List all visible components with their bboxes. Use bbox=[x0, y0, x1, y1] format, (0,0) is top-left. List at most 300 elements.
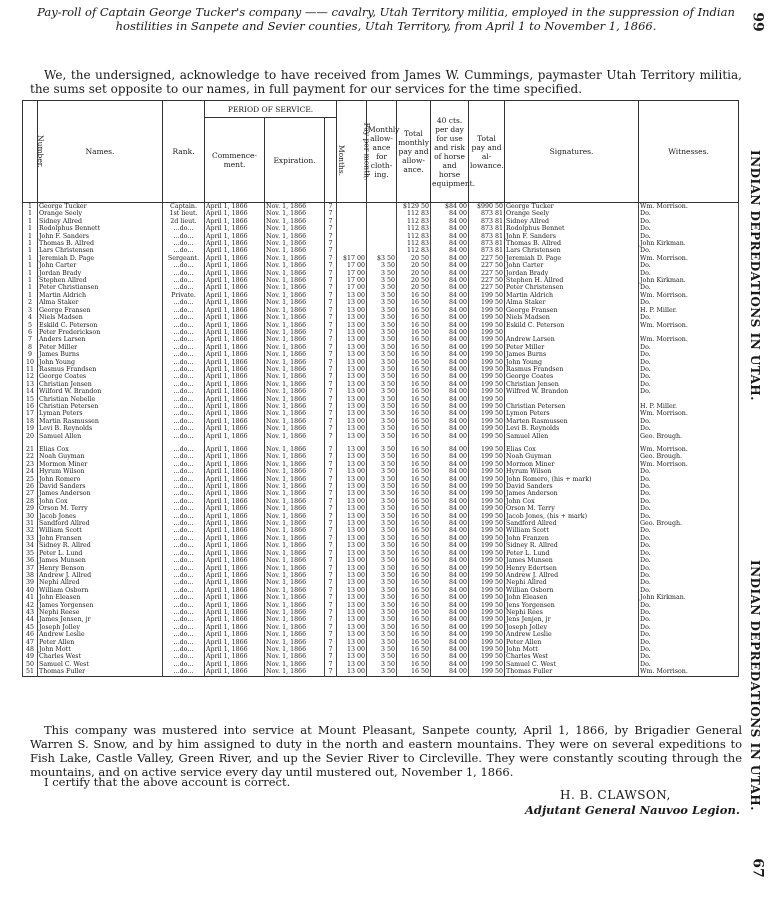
row-signature: Niels Madsen bbox=[505, 314, 639, 321]
col-total-pay: Total pay and al-lowance. bbox=[469, 101, 505, 203]
row-pay-month: 17 00 bbox=[337, 262, 367, 269]
row-total-pay: 199 50 bbox=[469, 366, 505, 373]
row-number: 17 bbox=[23, 410, 38, 417]
row-signature: Marten Rasmussen bbox=[505, 418, 639, 425]
row-expiration: Nov. 1, 1866 bbox=[265, 381, 325, 388]
row-horse: 84 00 bbox=[431, 433, 469, 440]
table-row bbox=[23, 557, 739, 564]
row-horse: 84 00 bbox=[431, 388, 469, 395]
row-name: John Eleasen bbox=[38, 594, 163, 601]
row-signature: Nephi Allred bbox=[505, 579, 639, 586]
row-total-monthly: 16 50 bbox=[397, 483, 431, 490]
row-number: 40 bbox=[23, 587, 38, 594]
row-months: 7 bbox=[325, 240, 337, 247]
row-expiration: Nov. 1, 1866 bbox=[265, 535, 325, 542]
row-clothing bbox=[367, 210, 397, 217]
table-row bbox=[23, 344, 739, 351]
row-name: Peter Christiansen bbox=[38, 284, 163, 291]
row-total-pay: 199 50 bbox=[469, 483, 505, 490]
row-signature: Jens Yorgensen bbox=[505, 602, 639, 609]
row-total-monthly: 16 50 bbox=[397, 602, 431, 609]
row-months: 7 bbox=[325, 233, 337, 240]
row-expiration: Nov. 1, 1866 bbox=[265, 653, 325, 660]
row-name: Lars Christensen bbox=[38, 247, 163, 254]
row-clothing: 3 50 bbox=[367, 381, 397, 388]
row-rank: ...do... bbox=[163, 396, 205, 403]
row-name: Christian Petersen bbox=[38, 403, 163, 410]
row-witness: Geo. Brough. bbox=[639, 520, 739, 527]
row-number: 1 bbox=[23, 210, 38, 217]
row-total-pay: 873 81 bbox=[469, 210, 505, 217]
row-witness: Do. bbox=[639, 653, 739, 660]
certification: I certify that the above account is correct. bbox=[44, 775, 291, 789]
row-total-monthly: 16 50 bbox=[397, 572, 431, 579]
row-name: Andrew J. Allred bbox=[38, 572, 163, 579]
row-name: Orange Seely bbox=[38, 210, 163, 217]
row-rank: ...do... bbox=[163, 653, 205, 660]
row-months: 7 bbox=[325, 557, 337, 564]
row-months: 7 bbox=[325, 550, 337, 557]
row-number: 51 bbox=[23, 668, 38, 676]
row-commencement: April 1, 1866 bbox=[205, 639, 265, 646]
row-commencement: April 1, 1866 bbox=[205, 587, 265, 594]
row-pay-month: 13 00 bbox=[337, 639, 367, 646]
row-commencement: April 1, 1866 bbox=[205, 425, 265, 432]
row-total-pay: 873 81 bbox=[469, 225, 505, 232]
row-expiration: Nov. 1, 1866 bbox=[265, 410, 325, 417]
row-commencement: April 1, 1866 bbox=[205, 381, 265, 388]
row-pay-month: 13 00 bbox=[337, 373, 367, 380]
row-horse: 84 00 bbox=[431, 520, 469, 527]
row-months: 7 bbox=[325, 483, 337, 490]
row-commencement: April 1, 1866 bbox=[205, 513, 265, 520]
row-pay-month: 13 00 bbox=[337, 513, 367, 520]
row-rank: ...do... bbox=[163, 351, 205, 358]
row-witness: Do. bbox=[639, 490, 739, 497]
row-pay-month: 13 00 bbox=[337, 344, 367, 351]
row-witness: Do. bbox=[639, 587, 739, 594]
row-total-monthly: 16 50 bbox=[397, 351, 431, 358]
row-commencement: April 1, 1866 bbox=[205, 277, 265, 284]
row-expiration: Nov. 1, 1866 bbox=[265, 572, 325, 579]
table-row bbox=[23, 314, 739, 321]
row-horse: 84 00 bbox=[431, 535, 469, 542]
row-witness: Do. bbox=[639, 225, 739, 232]
row-clothing: 3 50 bbox=[367, 602, 397, 609]
row-total-pay: 199 50 bbox=[469, 639, 505, 646]
row-months: 7 bbox=[325, 639, 337, 646]
row-number: 23 bbox=[23, 461, 38, 468]
row-signature: Samuel C. West bbox=[505, 661, 639, 668]
row-total-monthly: 16 50 bbox=[397, 314, 431, 321]
row-months: 7 bbox=[325, 218, 337, 225]
row-number: 43 bbox=[23, 609, 38, 616]
row-name: Jordan Brady bbox=[38, 270, 163, 277]
row-pay-month: 13 00 bbox=[337, 505, 367, 512]
row-months: 7 bbox=[325, 631, 337, 638]
row-witness: Do. bbox=[639, 344, 739, 351]
table-row bbox=[23, 210, 739, 217]
row-pay-month: 13 00 bbox=[337, 461, 367, 468]
row-signature: Willian Osborn bbox=[505, 587, 639, 594]
row-signature bbox=[505, 396, 639, 403]
row-clothing: 3 50 bbox=[367, 490, 397, 497]
row-commencement: April 1, 1866 bbox=[205, 359, 265, 366]
row-name: David Sanders bbox=[38, 483, 163, 490]
row-name: John Carter bbox=[38, 262, 163, 269]
row-total-pay: 199 50 bbox=[469, 661, 505, 668]
row-number: 12 bbox=[23, 373, 38, 380]
row-expiration: Nov. 1, 1866 bbox=[265, 490, 325, 497]
row-total-monthly: 16 50 bbox=[397, 646, 431, 653]
row-expiration: Nov. 1, 1866 bbox=[265, 520, 325, 527]
row-horse: 84 00 bbox=[431, 225, 469, 232]
row-horse: 84 00 bbox=[431, 233, 469, 240]
row-horse: 84 00 bbox=[431, 410, 469, 417]
row-signature: Samuel Allen bbox=[505, 433, 639, 440]
row-pay-month: 13 00 bbox=[337, 329, 367, 336]
row-horse: 84 00 bbox=[431, 351, 469, 358]
table-row bbox=[23, 542, 739, 549]
row-total-pay: 199 50 bbox=[469, 498, 505, 505]
row-total-monthly: 16 50 bbox=[397, 307, 431, 314]
row-clothing: 3 50 bbox=[367, 299, 397, 306]
row-expiration: Nov. 1, 1866 bbox=[265, 476, 325, 483]
row-name: Thomas Fuller bbox=[38, 668, 163, 676]
table-row bbox=[23, 490, 739, 497]
row-witness: Do. bbox=[639, 381, 739, 388]
row-horse: 84 00 bbox=[431, 329, 469, 336]
row-signature: Andrew Leslie bbox=[505, 631, 639, 638]
table-row bbox=[23, 468, 739, 475]
row-horse: 84 00 bbox=[431, 587, 469, 594]
row-rank: ...do... bbox=[163, 366, 205, 373]
row-number: 25 bbox=[23, 476, 38, 483]
row-horse: 84 00 bbox=[431, 366, 469, 373]
pay-roll-table bbox=[22, 100, 739, 677]
row-months: 7 bbox=[325, 270, 337, 277]
row-commencement: April 1, 1866 bbox=[205, 433, 265, 440]
row-pay-month: 13 00 bbox=[337, 336, 367, 343]
row-rank: ...do... bbox=[163, 639, 205, 646]
row-clothing: 3 50 bbox=[367, 550, 397, 557]
row-name: James Burns bbox=[38, 351, 163, 358]
row-horse: $84 00 bbox=[431, 203, 469, 211]
row-total-monthly: 16 50 bbox=[397, 616, 431, 623]
row-commencement: April 1, 1866 bbox=[205, 646, 265, 653]
row-rank: ...do... bbox=[163, 587, 205, 594]
row-signature: Sidney R. Allred bbox=[505, 542, 639, 549]
row-total-monthly: 16 50 bbox=[397, 359, 431, 366]
row-months: 7 bbox=[325, 579, 337, 586]
row-pay-month: 13 00 bbox=[337, 476, 367, 483]
row-clothing: 3 50 bbox=[367, 410, 397, 417]
row-total-pay: 199 50 bbox=[469, 653, 505, 660]
table-row bbox=[23, 639, 739, 646]
row-expiration: Nov. 1, 1866 bbox=[265, 624, 325, 631]
row-total-pay: 199 50 bbox=[469, 542, 505, 549]
row-rank: ...do... bbox=[163, 410, 205, 417]
row-months: 7 bbox=[325, 373, 337, 380]
row-rank: ...do... bbox=[163, 446, 205, 453]
row-total-monthly: 16 50 bbox=[397, 594, 431, 601]
table-row bbox=[23, 359, 739, 366]
row-pay-month bbox=[337, 218, 367, 225]
table-row bbox=[23, 218, 739, 225]
row-number: 10 bbox=[23, 359, 38, 366]
row-rank: ...do... bbox=[163, 233, 205, 240]
row-total-pay: 227 50 bbox=[469, 284, 505, 291]
row-horse: 84 00 bbox=[431, 373, 469, 380]
row-signature: Thomas B. Allred bbox=[505, 240, 639, 247]
row-clothing bbox=[367, 247, 397, 254]
row-pay-month: 13 00 bbox=[337, 587, 367, 594]
row-horse: 84 00 bbox=[431, 210, 469, 217]
row-total-pay: 199 50 bbox=[469, 359, 505, 366]
row-number: 5 bbox=[23, 322, 38, 329]
row-name: Eskild C. Peterson bbox=[38, 322, 163, 329]
row-commencement: April 1, 1866 bbox=[205, 653, 265, 660]
row-total-pay: 199 50 bbox=[469, 624, 505, 631]
row-signature: Christian Jensen bbox=[505, 381, 639, 388]
row-name: Rasmus Frandsen bbox=[38, 366, 163, 373]
row-pay-month: 13 00 bbox=[337, 624, 367, 631]
row-signature: William Scott bbox=[505, 527, 639, 534]
row-commencement: April 1, 1866 bbox=[205, 218, 265, 225]
row-name: Hyrum Wilson bbox=[38, 468, 163, 475]
table-row bbox=[23, 410, 739, 417]
row-horse: 84 00 bbox=[431, 476, 469, 483]
row-clothing: 3 50 bbox=[367, 594, 397, 601]
table-row bbox=[23, 513, 739, 520]
row-months: 7 bbox=[325, 602, 337, 609]
row-pay-month: 13 00 bbox=[337, 453, 367, 460]
table-row bbox=[23, 668, 739, 676]
col-names: Names. bbox=[38, 101, 163, 203]
row-total-monthly: 16 50 bbox=[397, 550, 431, 557]
row-rank: ...do... bbox=[163, 668, 205, 676]
row-clothing: 3 50 bbox=[367, 513, 397, 520]
row-commencement: April 1, 1866 bbox=[205, 565, 265, 572]
table-row bbox=[23, 270, 739, 277]
row-clothing bbox=[367, 225, 397, 232]
signature-name: H. B. CLAWSON, bbox=[560, 788, 671, 802]
row-witness: Do. bbox=[639, 565, 739, 572]
row-horse: 84 00 bbox=[431, 602, 469, 609]
row-witness: John Kirkman. bbox=[639, 594, 739, 601]
row-horse: 84 00 bbox=[431, 639, 469, 646]
row-total-pay: 873 81 bbox=[469, 218, 505, 225]
row-total-monthly: 16 50 bbox=[397, 661, 431, 668]
row-pay-month: 13 00 bbox=[337, 299, 367, 306]
row-total-monthly: 16 50 bbox=[397, 396, 431, 403]
table-row bbox=[23, 646, 739, 653]
row-months: 7 bbox=[325, 344, 337, 351]
row-witness: Do. bbox=[639, 527, 739, 534]
row-commencement: April 1, 1866 bbox=[205, 602, 265, 609]
row-rank: ...do... bbox=[163, 565, 205, 572]
row-number: 21 bbox=[23, 446, 38, 453]
row-expiration: Nov. 1, 1866 bbox=[265, 579, 325, 586]
row-signature: Orange Seely bbox=[505, 210, 639, 217]
table-row bbox=[23, 602, 739, 609]
row-clothing: 3 50 bbox=[367, 366, 397, 373]
row-witness: Wm. Morrison. bbox=[639, 203, 739, 211]
row-pay-month: 13 00 bbox=[337, 381, 367, 388]
row-number: 30 bbox=[23, 513, 38, 520]
row-commencement: April 1, 1866 bbox=[205, 203, 265, 211]
row-horse: 84 00 bbox=[431, 277, 469, 284]
row-number: 2 bbox=[23, 299, 38, 306]
row-clothing: 3 50 bbox=[367, 329, 397, 336]
row-signature: Martin Aldrich bbox=[505, 292, 639, 299]
row-number: 33 bbox=[23, 535, 38, 542]
row-expiration: Nov. 1, 1866 bbox=[265, 483, 325, 490]
row-pay-month: 13 00 bbox=[337, 668, 367, 676]
row-total-pay: 227 50 bbox=[469, 255, 505, 262]
row-commencement: April 1, 1866 bbox=[205, 373, 265, 380]
row-rank: ...do... bbox=[163, 527, 205, 534]
row-total-pay: 199 50 bbox=[469, 381, 505, 388]
col-clothing: Monthly allow-ance for cloth-ing. bbox=[367, 101, 397, 203]
row-horse: 84 00 bbox=[431, 490, 469, 497]
row-witness: Do. bbox=[639, 270, 739, 277]
row-rank: Sergeant. bbox=[163, 255, 205, 262]
row-signature: Peter Miller bbox=[505, 344, 639, 351]
row-rank: ...do... bbox=[163, 299, 205, 306]
row-signature: Peter Allen bbox=[505, 639, 639, 646]
row-rank: ...do... bbox=[163, 646, 205, 653]
row-number: 34 bbox=[23, 542, 38, 549]
row-signature: John Franzen bbox=[505, 535, 639, 542]
row-pay-month: 13 00 bbox=[337, 410, 367, 417]
row-horse: 84 00 bbox=[431, 240, 469, 247]
row-pay-month: 13 00 bbox=[337, 425, 367, 432]
row-total-pay: 199 50 bbox=[469, 418, 505, 425]
row-total-monthly: $129 50 bbox=[397, 203, 431, 211]
row-number: 35 bbox=[23, 550, 38, 557]
row-commencement: April 1, 1866 bbox=[205, 461, 265, 468]
row-expiration: Nov. 1, 1866 bbox=[265, 513, 325, 520]
table-row bbox=[23, 403, 739, 410]
row-total-monthly: 20 50 bbox=[397, 284, 431, 291]
row-commencement: April 1, 1866 bbox=[205, 498, 265, 505]
row-pay-month: 13 00 bbox=[337, 468, 367, 475]
row-pay-month: 13 00 bbox=[337, 616, 367, 623]
row-commencement: April 1, 1866 bbox=[205, 616, 265, 623]
row-expiration: Nov. 1, 1866 bbox=[265, 396, 325, 403]
row-horse: 84 00 bbox=[431, 359, 469, 366]
row-name: Peter Miller bbox=[38, 344, 163, 351]
row-commencement: April 1, 1866 bbox=[205, 550, 265, 557]
row-total-pay: 199 50 bbox=[469, 329, 505, 336]
row-months: 7 bbox=[325, 299, 337, 306]
row-witness: Wm. Morrison. bbox=[639, 446, 739, 453]
row-expiration: Nov. 1, 1866 bbox=[265, 299, 325, 306]
row-total-monthly: 16 50 bbox=[397, 653, 431, 660]
row-number: 1 bbox=[23, 240, 38, 247]
row-name: James Munsen bbox=[38, 557, 163, 564]
table-row bbox=[23, 329, 739, 336]
row-months: 7 bbox=[325, 277, 337, 284]
table-row bbox=[23, 572, 739, 579]
row-pay-month: 13 00 bbox=[337, 550, 367, 557]
row-number: 1 bbox=[23, 203, 38, 211]
row-rank: ...do... bbox=[163, 602, 205, 609]
row-rank: ...do... bbox=[163, 579, 205, 586]
row-horse: 84 00 bbox=[431, 418, 469, 425]
row-months: 7 bbox=[325, 314, 337, 321]
row-pay-month: 13 00 bbox=[337, 359, 367, 366]
row-total-pay: 199 50 bbox=[469, 668, 505, 676]
row-commencement: April 1, 1866 bbox=[205, 322, 265, 329]
row-witness: Do. bbox=[639, 550, 739, 557]
row-name: John Cox bbox=[38, 498, 163, 505]
row-commencement: April 1, 1866 bbox=[205, 609, 265, 616]
row-commencement: April 1, 1866 bbox=[205, 490, 265, 497]
row-total-pay: 199 50 bbox=[469, 410, 505, 417]
row-signature: John Romero, (his + mark) bbox=[505, 476, 639, 483]
row-rank: ...do... bbox=[163, 270, 205, 277]
row-witness: Do. bbox=[639, 262, 739, 269]
row-total-monthly: 16 50 bbox=[397, 381, 431, 388]
row-commencement: April 1, 1866 bbox=[205, 284, 265, 291]
row-name: William Scott bbox=[38, 527, 163, 534]
row-pay-month: $17 00 bbox=[337, 255, 367, 262]
row-months: 7 bbox=[325, 446, 337, 453]
row-months: 7 bbox=[325, 505, 337, 512]
row-commencement: April 1, 1866 bbox=[205, 351, 265, 358]
row-commencement: April 1, 1866 bbox=[205, 255, 265, 262]
row-horse: 84 00 bbox=[431, 247, 469, 254]
row-months: 7 bbox=[325, 587, 337, 594]
table-row bbox=[23, 255, 739, 262]
row-total-monthly: 20 50 bbox=[397, 255, 431, 262]
row-rank: ...do... bbox=[163, 329, 205, 336]
row-total-pay: 199 50 bbox=[469, 616, 505, 623]
row-total-pay: 199 50 bbox=[469, 579, 505, 586]
row-total-monthly: 112 83 bbox=[397, 233, 431, 240]
row-rank: ...do... bbox=[163, 513, 205, 520]
row-pay-month bbox=[337, 247, 367, 254]
row-expiration: Nov. 1, 1866 bbox=[265, 602, 325, 609]
row-pay-month: 13 00 bbox=[337, 579, 367, 586]
row-name: Charles West bbox=[38, 653, 163, 660]
row-witness: Do. bbox=[639, 616, 739, 623]
row-commencement: April 1, 1866 bbox=[205, 572, 265, 579]
row-witness: Do. bbox=[639, 483, 739, 490]
row-horse: 84 00 bbox=[431, 513, 469, 520]
row-pay-month: 13 00 bbox=[337, 661, 367, 668]
row-rank: ...do... bbox=[163, 225, 205, 232]
table-row bbox=[23, 453, 739, 460]
page-number-top: 99 bbox=[749, 12, 766, 32]
row-number: 1 bbox=[23, 247, 38, 254]
row-signature: Mormon Miner bbox=[505, 461, 639, 468]
row-total-monthly: 16 50 bbox=[397, 505, 431, 512]
table-row bbox=[23, 366, 739, 373]
row-name: Alma Staker bbox=[38, 299, 163, 306]
row-name: Rodolphus Bennett bbox=[38, 225, 163, 232]
col-months: Months. bbox=[325, 118, 337, 203]
row-commencement: April 1, 1866 bbox=[205, 299, 265, 306]
row-name: Andrew Leslie bbox=[38, 631, 163, 638]
row-clothing: 3 50 bbox=[367, 388, 397, 395]
row-witness: Do. bbox=[639, 299, 739, 306]
row-number: 1 bbox=[23, 218, 38, 225]
row-horse: 84 00 bbox=[431, 505, 469, 512]
row-horse: 84 00 bbox=[431, 403, 469, 410]
